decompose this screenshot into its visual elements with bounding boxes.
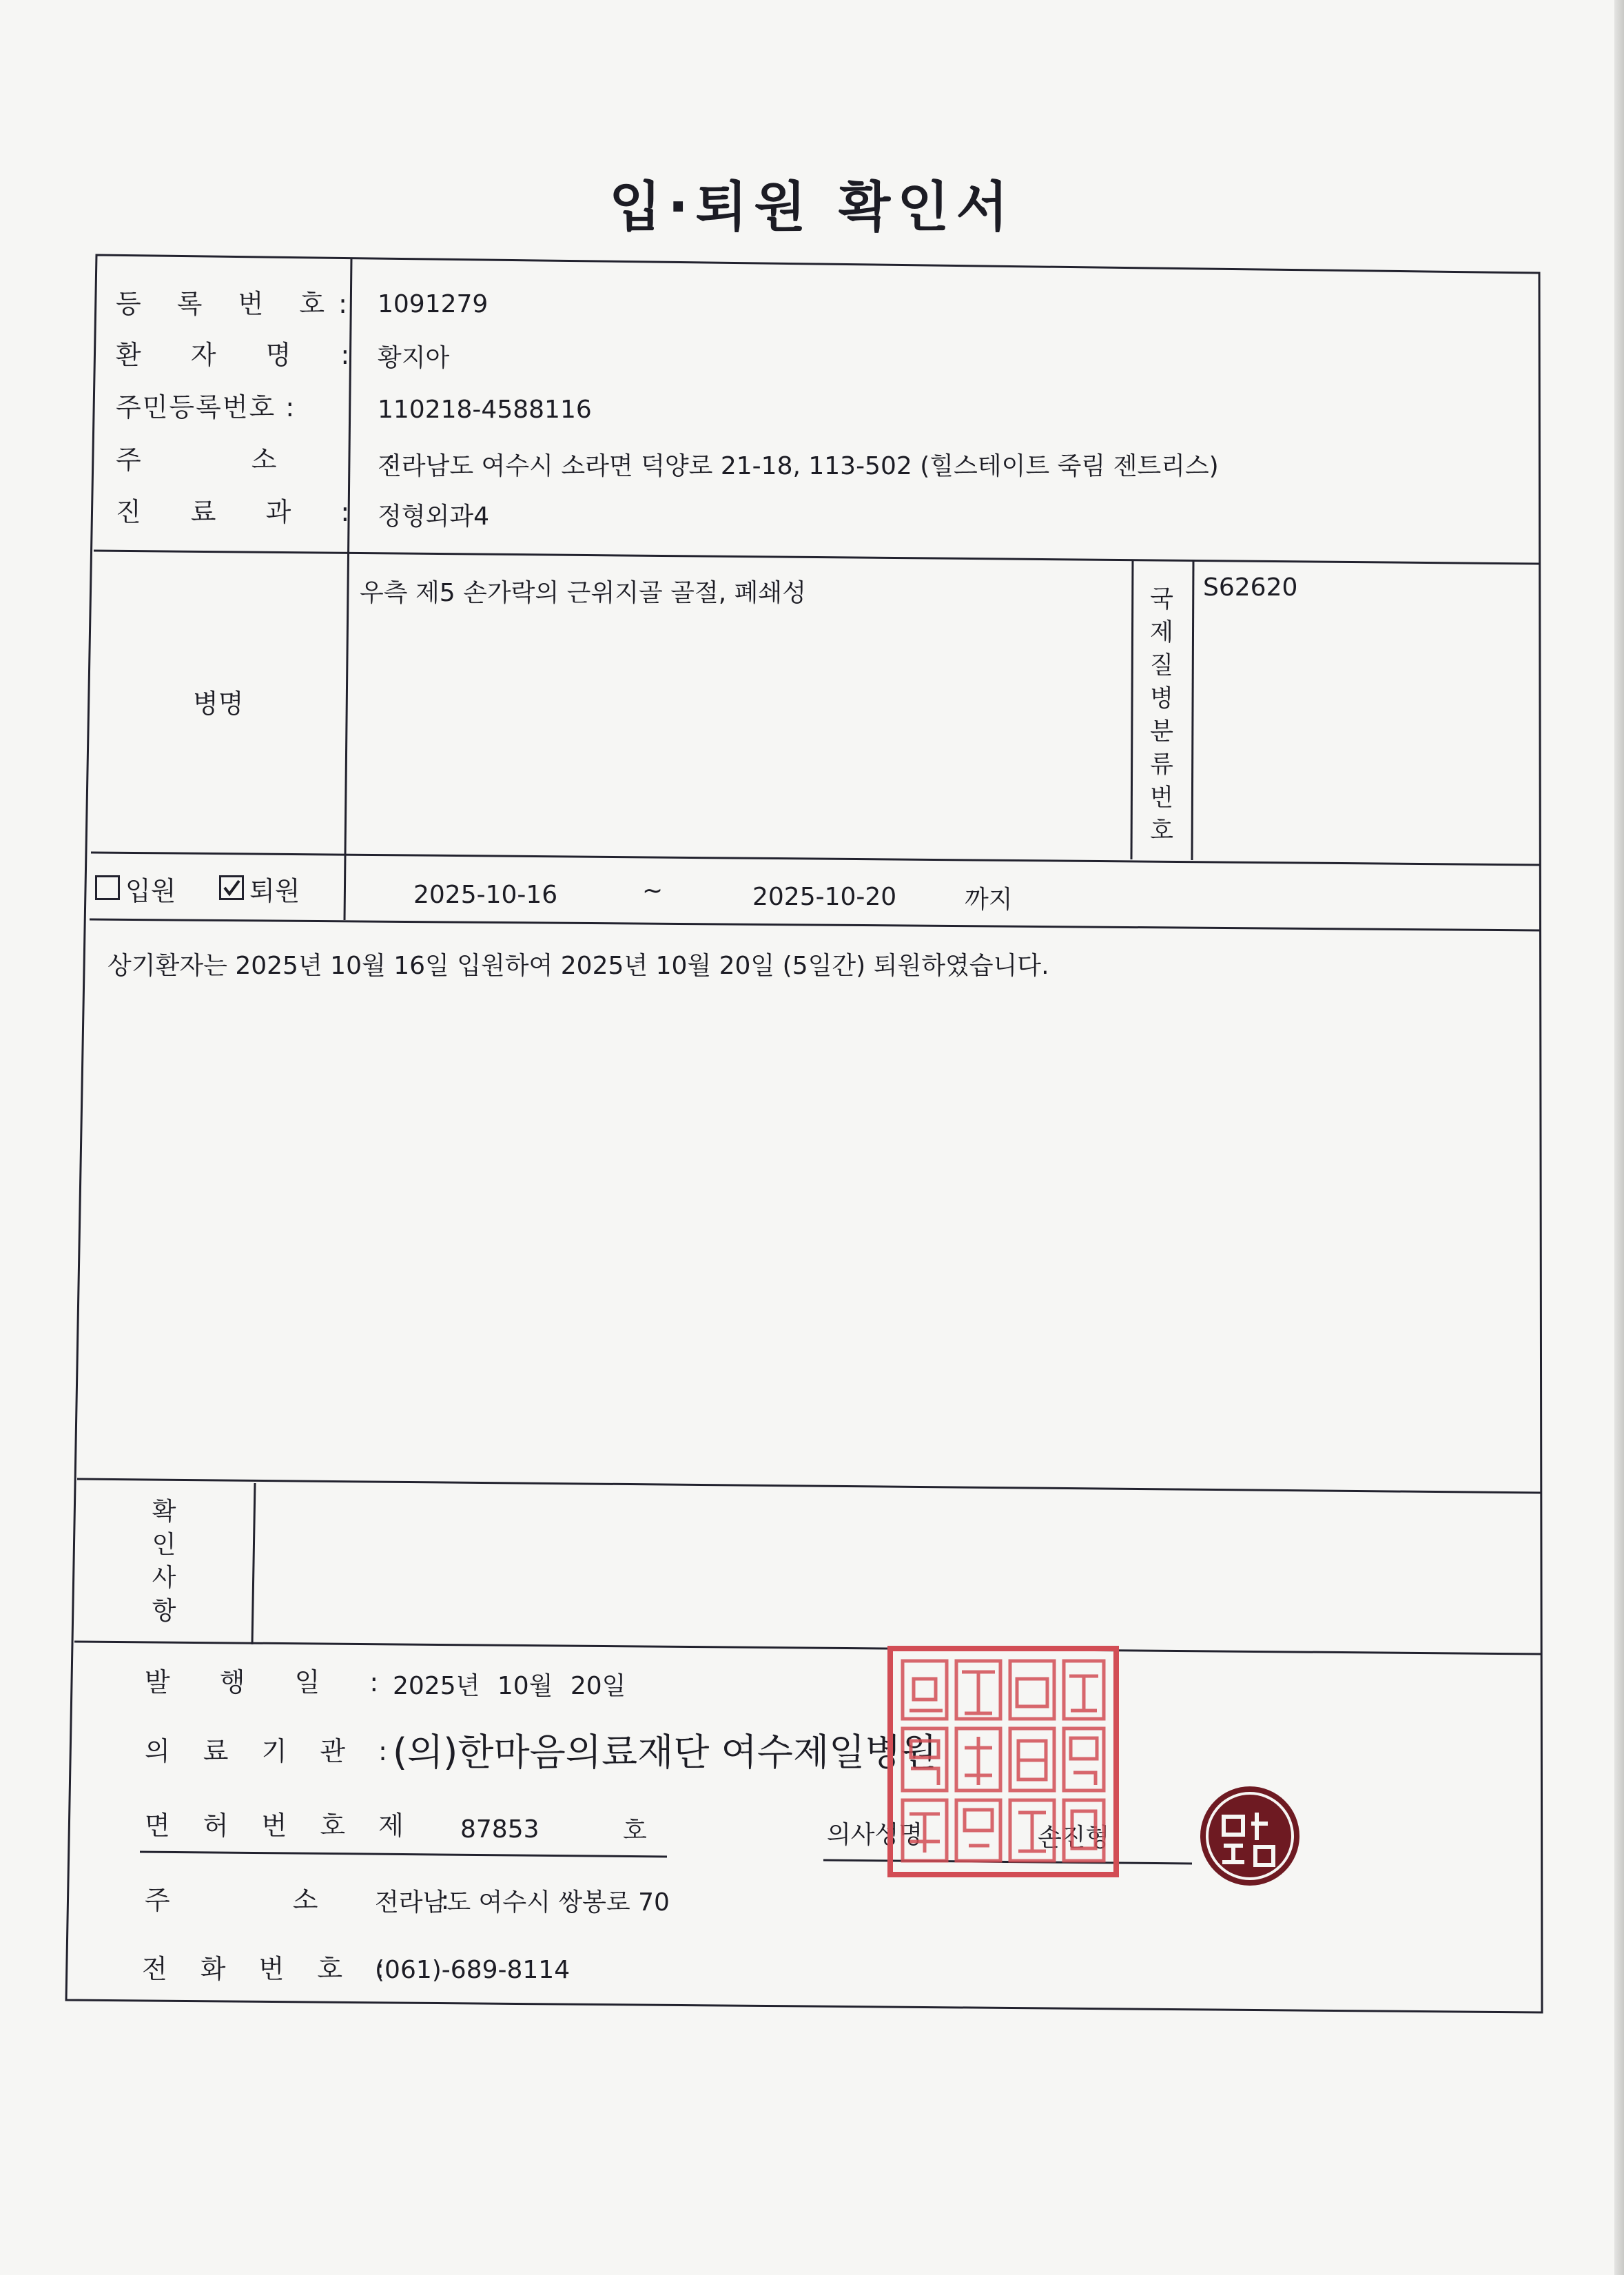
doctor-seal	[1196, 1782, 1304, 1890]
checkmark-icon	[221, 877, 242, 898]
period-start: 2025-10-16	[413, 881, 558, 909]
address-label: 주 소 :	[116, 445, 402, 475]
patient-address: 전라남도 여수시 소라면 덕양로 21-18, 113-502 (힐스테이트 죽림 젠트리스)	[378, 452, 1219, 480]
period-tilde: ~	[642, 877, 664, 905]
icd-code-value: S62620	[1203, 573, 1298, 602]
discharge-checkbox[interactable]	[219, 875, 244, 900]
issue-date-value: 2025년 10월 20일	[393, 1672, 626, 1700]
period-end: 2025-10-20	[752, 883, 897, 911]
issue-date-label: 발 행 일 :	[145, 1667, 400, 1697]
department-value: 정형외과4	[378, 502, 490, 531]
doctor-name: 손진형	[1038, 1824, 1110, 1852]
admit-label: 입원	[125, 876, 176, 906]
confirm-label: 확인사항	[152, 1498, 176, 1625]
statement-text: 상기환자는 2025년 10월 16일 입원하여 2025년 10월 20일 (5일간) 퇴원하였습니다.	[107, 952, 1049, 980]
dept-label: 진 료 과 :	[116, 497, 371, 527]
name-label: 환 자 명 :	[116, 340, 371, 370]
license-suffix: 호	[623, 1817, 647, 1845]
hospital-phone: (061)-689-8114	[375, 1956, 571, 1984]
doctor-label: 의사성명	[827, 1821, 923, 1849]
hospital-seal-glyphs	[893, 1651, 1113, 1872]
institution-label: 의 료 기 관 :	[145, 1736, 400, 1766]
license-label: 면 허 번 호 제	[145, 1810, 416, 1841]
icd-code-label: 국제질병분류번호	[1150, 586, 1173, 845]
discharge-label: 퇴원	[249, 876, 300, 906]
patient-name: 황지아	[378, 344, 450, 372]
diagnosis-label: 병명	[193, 688, 244, 719]
license-number: 87853	[460, 1815, 539, 1844]
rrn-label: 주민등록번호 :	[116, 392, 296, 422]
institution-name: (의)한마음의료재단 여수제일병원	[393, 1731, 937, 1774]
rrn-value: 110218-4588116	[378, 396, 592, 424]
reg-no-label: 등 록 번 호:	[116, 289, 361, 319]
diagnosis-text: 우측 제5 손가락의 근위지골 골절, 폐쇄성	[360, 579, 806, 607]
reg-no-value: 1091279	[378, 290, 489, 318]
doctor-seal-glyphs	[1196, 1782, 1304, 1890]
hospital-seal	[887, 1646, 1119, 1877]
admit-checkbox[interactable]	[95, 875, 120, 900]
period-until: 까지	[965, 886, 1013, 914]
hospital-address: 전라남도 여수시 쌍봉로 70	[375, 1888, 670, 1917]
document-title: 입·퇴원 확인서	[609, 176, 1015, 238]
phone-label: 전 화 번 호 :	[142, 1954, 397, 1984]
footer-address-label: 주 소 :	[145, 1885, 455, 1915]
